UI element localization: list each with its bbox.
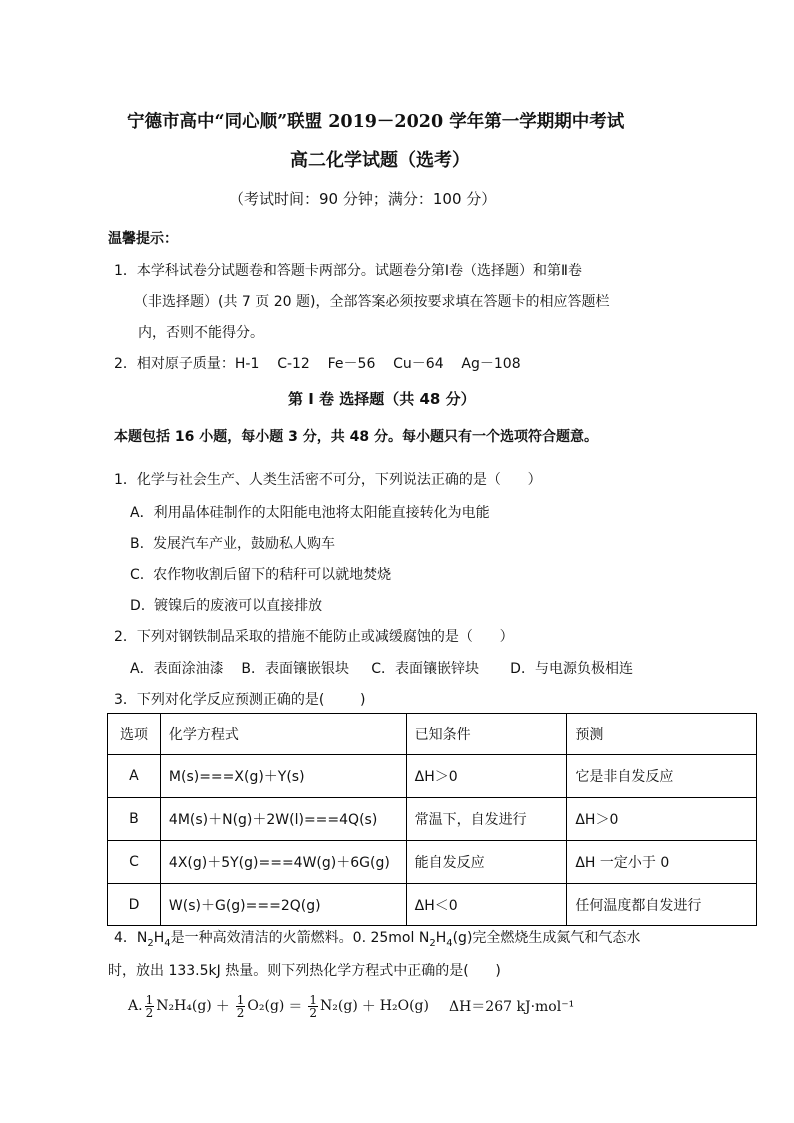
q4-stem-sub: 4 [164,937,171,949]
species-n2h4: N₂H₄(g) [156,998,212,1014]
table-row [108,884,757,926]
q4-stem-part: 是一种高效清洁的火箭燃料。0. 25mol N [170,930,430,946]
tips-line-2: （非选择题）(共 7 页 20 题)，全部答案必须按要求填在答题卡的相应答题栏 [134,294,610,310]
fraction [145,994,155,1019]
q2-stem: 2．下列对钢铁制品采取的措施不能防止或减缓腐蚀的是（ ） [114,629,514,645]
species-o2: O₂(g) [247,998,285,1014]
section-instructions: 本题包括 16 小题，每小题 3 分，共 48 分。每小题只有一个选项符合题意。 [114,429,598,445]
tips-line-3: 内，否则不能得分。 [138,325,264,341]
q1-option-d: D. 镀镍后的废液可以直接排放 [130,598,323,614]
table-header-row [108,714,757,755]
exam-subtitle: 高二化学试题（选考） [290,150,470,171]
fraction-numerator: 1 [236,992,245,1007]
header-condition: 已知条件 [406,714,567,755]
exam-info: （考试时间：90 分钟；满分：100 分） [229,190,497,208]
q4-stem-sub: 2 [429,937,436,949]
row-condition: ΔH＜0 [406,884,567,926]
tips-heading: 温馨提示： [108,231,178,247]
q1-option-a: A．利用晶体硅制作的太阳能电池将太阳能直接转化为电能 [130,505,490,521]
plus-sign: ＋ [361,999,376,1015]
row-prediction: ΔH＞0 [567,798,757,841]
row-option: C [108,841,161,884]
row-equation: 4M(s)＋N(g)＋2W(l)===4Q(s) [160,798,406,841]
equals-sign: ＝ [288,999,303,1015]
header-prediction: 预测 [567,714,757,755]
fraction-numerator: 1 [309,992,318,1007]
fraction [236,994,246,1019]
option-a-label: A. [128,998,143,1014]
fraction-denominator: 2 [309,1005,318,1020]
row-prediction: ΔH 一定小于 0 [567,841,757,884]
q1-option-c: C. 农作物收割后留下的秸秆可以就地焚烧 [130,567,392,583]
row-option: B [108,798,161,841]
q4-stem [114,927,640,949]
q4-stem-part: H [153,930,165,946]
q3-stem: 3．下列对化学反应预测正确的是( ) [114,692,366,708]
fraction [308,994,318,1019]
exam-title: 宁德市高中“同心顺”联盟 2019－2020 学年第一学期期中考试 [127,112,625,132]
tips-line-1: 1．本学科试卷分试题卷和答题卡两部分。试题卷分第Ⅰ卷（选择题）和第Ⅱ卷 [114,263,582,279]
tips-line-4: 2．相对原子质量：H-1 C-12 Fe－56 Cu－64 Ag－108 [114,356,521,372]
q1-stem: 1．化学与社会生产、人类生活密不可分，下列说法正确的是（ ） [114,472,542,488]
species-n2: N₂(g) [320,998,358,1014]
row-option: D [108,884,161,926]
fraction-denominator: 2 [236,1005,245,1020]
row-condition: 常温下，自发进行 [406,798,567,841]
fraction-denominator: 2 [145,1005,154,1020]
q4-stem-part: 4．N [114,930,148,946]
q4-stem-line-2: 时，放出 133.5kJ 热量。则下列热化学方程式中正确的是( ) [108,963,501,979]
q1-option-b: B. 发展汽车产业，鼓励私人购车 [130,536,335,552]
section-heading: 第 I 卷 选择题（共 48 分） [288,390,476,408]
header-equation: 化学方程式 [160,714,406,755]
row-prediction: 任何温度都自发进行 [567,884,757,926]
q4-stem-part: H [435,930,447,946]
fraction-numerator: 1 [145,992,154,1007]
q4-stem-sub: 2 [147,937,154,949]
row-option: A [108,755,161,798]
table-row [108,755,757,798]
table-row [108,798,757,841]
row-equation: M(s)===X(g)＋Y(s) [160,755,406,798]
row-condition: ΔH＞0 [406,755,567,798]
plus-sign: ＋ [215,999,230,1015]
row-equation: 4X(g)＋5Y(g)===4W(g)＋6G(g) [160,841,406,884]
table-row [108,841,757,884]
row-condition: 能自发反应 [406,841,567,884]
enthalpy-change: ΔH＝267 kJ·mol⁻¹ [448,999,575,1015]
q4-stem-sub: 4 [446,937,453,949]
q3-table [107,713,757,926]
header-option: 选项 [108,714,161,755]
q4-option-a [128,988,574,1024]
row-equation: W(s)＋G(g)===2Q(g) [160,884,406,926]
q2-options: A．表面涂油漆 B．表面镶嵌银块 C．表面镶嵌锌块 D．与电源负极相连 [130,661,633,677]
q4-stem-part: (g)完全燃烧生成氮气和气态水 [452,930,641,946]
row-prediction: 它是非自发反应 [567,755,757,798]
species-h2o: H₂O(g) [379,998,429,1014]
